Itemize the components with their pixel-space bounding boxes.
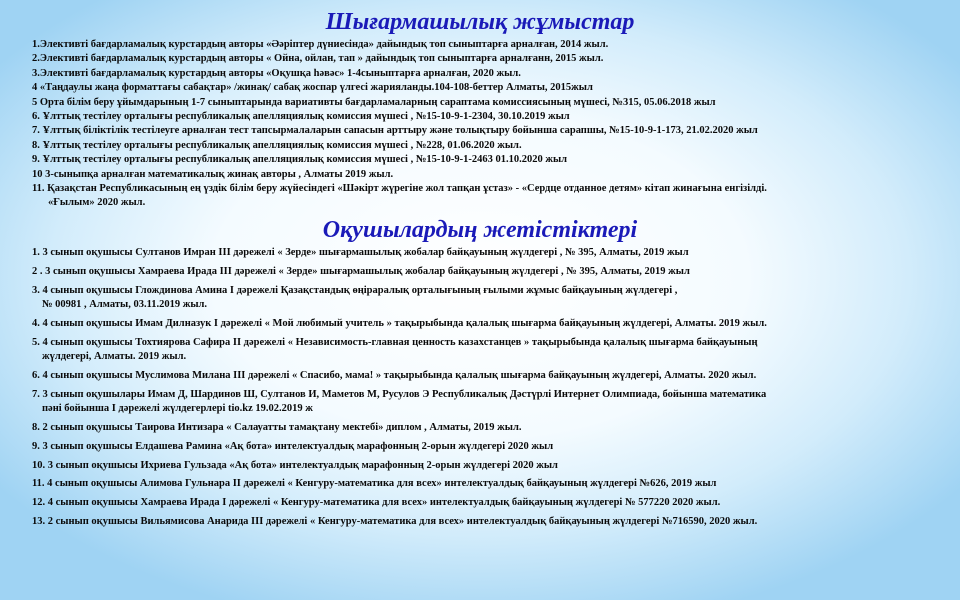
work-item [32, 182, 767, 211]
achievement-item-text: 4. 4 сынып оқушысы Имам Дилназук І дәрежелі « Мой любимый учитель » тақырыбында қалалық шығарма байқауының жүлдегері, Алматы. 2019 жыл. [32, 317, 767, 329]
achievement-item-text: 11. 4 сынып оқушысы Алимова Гульнара ІІ дәрежелі « Кенгуру-математика для всех» интелектуалдық байқауының жүлдегері №626, 2019 жыл [32, 478, 717, 490]
achievement-item [32, 440, 767, 455]
achievement-item-continuation: жүлдегері, Алматы. 2019 жыл. [42, 351, 187, 363]
achievement-item-text: 5. 4 сынып оқушысы Тохтиярова Сафира ІІ дәрежелі « Независимость-главная ценность казахстанцев » тақырыбында қалалық шығарма байқауының [32, 336, 758, 348]
works-title: Шығармашылық жұмыстар [325, 9, 635, 35]
work-item [32, 110, 767, 124]
achievement-item [32, 421, 767, 436]
work-item [32, 96, 767, 110]
achievement-item [32, 317, 767, 332]
work-item-continuation: «Ғылым» 2020 жыл. [48, 197, 146, 209]
achievement-item [32, 369, 767, 384]
work-item [32, 67, 767, 81]
work-item-text: 7. Ұлттық біліктілік тестілеуге арналған тест тапсырмалаларын сапасын арттыру және толықтыру бойынша сарапшы, №15-10-9-1-173, 21.02.2020 жыл [32, 125, 758, 137]
works-list [32, 38, 767, 211]
achievement-item [32, 388, 767, 417]
achievement-item [32, 284, 767, 313]
achievement-item-text: 13. 2 сынып оқушысы Вильямисова Анарида ІІІ дәрежелі « Кенгуру-математика для всех» интелектуалдық байқауының жүлдегері №716590, 2020 жыл. [32, 516, 758, 528]
achievement-item-text: 8. 2 сынып оқушысы Таирова Интизара « Салауатты тамақтану мектебі» диплом , Алматы, 2019 жыл. [32, 422, 522, 434]
achievement-item-text: 6. 4 сынып оқушысы Муслимова Милана ІІІ дәрежелі « Спасибо, мама! » тақырыбында қалалық шығарма байқауының жүлдегері, Алматы. 2020 жыл. [32, 369, 757, 381]
achievement-item-text: 12. 4 сынып оқушысы Хамраева Ирада І дәрежелі « Кенгуру-математика для всех» интелектуалдық байқауының жүлдегері № 577220 2020 жыл. [32, 497, 721, 509]
achievement-item [32, 515, 767, 530]
work-item [32, 168, 767, 182]
work-item-text: 8. Ұлттық тестілеу орталығы республикалық апелляциялық комиссия мүшесі , №228, 01.06.2020 жыл. [32, 139, 522, 151]
achievement-item-text: 3. 4 сынып оқушысы Глождинова Амина І дәрежелі Қазақстандық өңіраралық орталығының ғылыми жұмыс байқауының жүлдегері , [32, 284, 678, 296]
achievement-item [32, 246, 767, 261]
achievement-item-continuation: пәні бойынша І дәрежелі жүлдегерлері tio.kz 19.02.2019 ж [42, 403, 313, 415]
work-item-text: 10 3-сыныпқа арналған математикалық жинақ авторы , Алматы 2019 жыл. [32, 168, 394, 180]
work-item-text: 2.Элективті бағдарламалық курстардың авторы « Ойна, ойлан, тап » дайындық топ сыныптарға арналғанн, 2015 жыл. [32, 53, 604, 65]
achievements-title: Оқушылардың жетістіктері [322, 217, 638, 243]
work-item-text: 5 Орта білім беру ұйымдарының 1-7 сыныптарында вариативты бағдарламаларның сараптама комиссиясының мүшесі, №315, 05.06.2018 жыл [32, 96, 716, 108]
achievement-item [32, 477, 767, 492]
achievement-item-text: 2 . 3 сынып оқушысы Хамраева Ирада ІІІ дәрежелі « Зерде» шығармашылық жобалар байқауының жүлдегері , № 395, Алматы, 2019 жыл [32, 265, 690, 277]
work-item [32, 38, 767, 52]
achievement-item-text: 9. 3 сынып оқушысы Елдашева Рамина «Ақ бота» интелектуалдық марафонның 2-орын жүлдегері 2020 жыл [32, 440, 554, 452]
achievement-item-text: 7. 3 сынып оқушылары Имам Д, Шардинов Ш, Султанов И, Маметов М, Русулов Э Республикалық Дәстүрлі Интернет Олимпиада, бойынша математика [32, 388, 767, 400]
work-item [32, 52, 767, 66]
work-item-text: 3.Элективті бағдарламалық курстардың авторы «Оқушқа һәвәс» 1-4сыныптарға арналған, 2020 жыл. [32, 67, 521, 79]
achievement-item [32, 265, 767, 280]
work-item-text: 9. Ұлттық тестілеу орталығы республикалық апелляциялық комиссия мүшесі , №15-10-9-1-2463 01.10.2020 жыл [32, 154, 568, 166]
work-item-text: 6. Ұлттық тестілеу орталығы республикалық апелляциялық комиссия мүшесі , №15-10-9-1-2304, 30.10.2019 жыл [32, 111, 570, 123]
work-item [32, 139, 767, 153]
work-item [32, 81, 767, 95]
achievement-item [32, 496, 767, 511]
work-item-text: 1.Элективті бағдарламалық курстардың авторы «Әәріптер дүниесінда» дайындық топ сыныптарға арналған, 2014 жыл. [32, 39, 609, 50]
achievement-item [32, 459, 767, 474]
achievement-item-text: 1. 3 сынып оқушысы Султанов Имран ІІІ дәрежелі « Зерде» шығармашылық жобалар байқауының жүлдегері , № 395, Алматы, 2019 жыл [32, 247, 689, 258]
work-item-text: 4 «Таңдаулы жаңа форматтағы сабақтар» /жинақ/ сабақ жоспар үлгесі жарияланды.104-108-беттер Алматы, 2015жыл [32, 82, 593, 94]
achievement-item-text: 10. 3 сынып оқушысы Ихриева Гульзада «Ақ бота» интелектуалдық марафонның 2-орын жүлдегері 2020 жыл [32, 459, 558, 471]
work-item-text: 11. Қазақстан Республикасының ең үздік білім беру жүйесіндегі «Шәкірт жүрегіне жол тапқан ұстаз» - «Сердце отданное детям» кітап жинағына енгізілді. [32, 183, 767, 195]
work-item [32, 124, 767, 138]
achievement-item [32, 336, 767, 365]
achievements-list [32, 246, 767, 534]
work-item [32, 153, 767, 167]
achievement-item-continuation: № 00981 , Алматы, 03.11.2019 жыл. [42, 299, 208, 311]
